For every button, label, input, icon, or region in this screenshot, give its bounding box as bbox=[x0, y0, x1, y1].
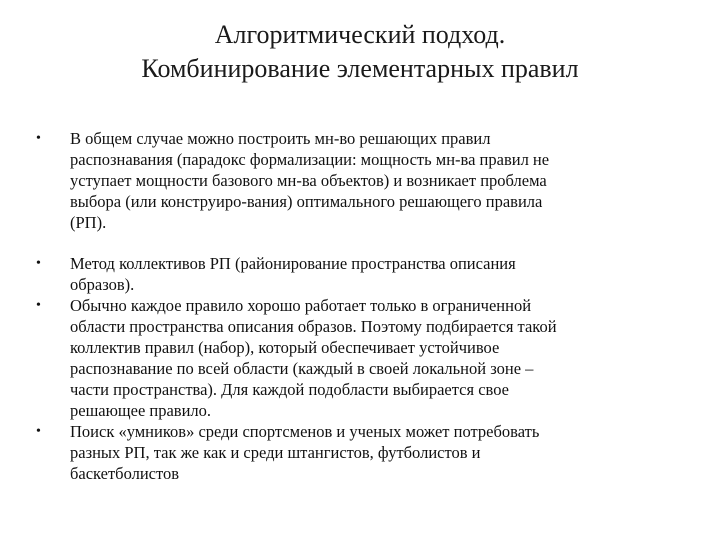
bullet-marker: • bbox=[36, 256, 41, 271]
slide-title bbox=[0, 18, 720, 86]
bullet-item-2 bbox=[36, 253, 676, 295]
bullet-line: части пространства). Для каждой подобласти выбирается свое bbox=[70, 380, 509, 399]
bullet-line: Поиск «умников» среди спортсменов и ученых может потребовать bbox=[70, 422, 540, 441]
bullet-line: (РП). bbox=[70, 213, 107, 232]
bullet-list bbox=[36, 128, 676, 484]
bullet-text bbox=[70, 128, 676, 233]
bullet-line: распознавание по всей области (каждый в своей локальной зоне – bbox=[70, 359, 534, 378]
bullet-line: В общем случае можно построить мн-во решающих правил bbox=[70, 129, 491, 148]
slide-title-line-2: Комбинирование элементарных правил bbox=[141, 54, 579, 83]
bullet-line: области пространства описания образов. Поэтому подбирается такой bbox=[70, 317, 557, 336]
slide-title-line-1: Алгоритмический подход. bbox=[214, 20, 506, 49]
bullet-line: уступает мощности базового мн-ва объектов) и возникает проблема bbox=[70, 171, 547, 190]
bullet-marker: • bbox=[36, 298, 41, 313]
bullet-text bbox=[70, 253, 676, 295]
bullet-text bbox=[70, 295, 676, 421]
bullet-marker: • bbox=[36, 131, 41, 146]
bullet-item-3 bbox=[36, 295, 676, 421]
bullet-line: Метод коллективов РП (районирование пространства описания bbox=[70, 254, 516, 273]
bullet-line: разных РП, так же как и среди штангистов, футболистов и bbox=[70, 443, 481, 462]
bullet-line: образов). bbox=[70, 275, 135, 294]
bullet-line: коллектив правил (набор), который обеспечивает устойчивое bbox=[70, 338, 500, 357]
bullet-marker: • bbox=[36, 424, 41, 439]
bullet-item-1 bbox=[36, 128, 676, 233]
bullet-line: выбора (или конструиро-вания) оптимального решающего правила bbox=[70, 192, 543, 211]
bullet-line: распознавания (парадокс формализации: мощность мн-ва правил не bbox=[70, 150, 550, 169]
bullet-item-4 bbox=[36, 421, 676, 484]
bullet-line: решающее правило. bbox=[70, 401, 212, 420]
bullet-line: Обычно каждое правило хорошо работает только в ограниченной bbox=[70, 296, 532, 315]
bullet-text bbox=[70, 421, 676, 484]
bullet-line: баскетболистов bbox=[70, 464, 180, 483]
